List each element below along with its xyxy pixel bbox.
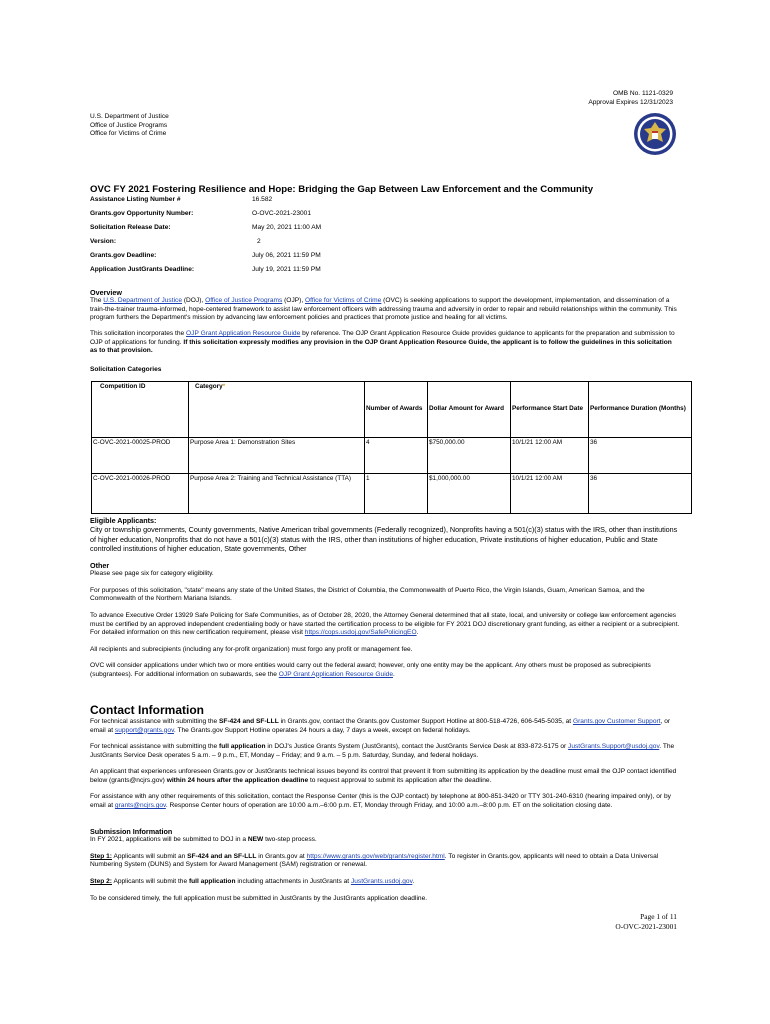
text: , or email at (90, 718, 671, 734)
table-row (92, 474, 692, 514)
text: For technical assistance with submitting the (90, 743, 220, 751)
table-cell: C-OVC-2021-00025-PROD (92, 438, 189, 474)
contact-heading: Contact Information (90, 703, 204, 717)
field-label: Solicitation Release Date: (90, 224, 171, 231)
contact-paragraph (90, 718, 680, 735)
text: . (412, 878, 415, 886)
submission-paragraph: To be considered timely, the full application must be submitted in JustGrants by the JustGrants application deadline. (90, 894, 428, 902)
submission-step (90, 878, 680, 887)
other-paragraph (90, 662, 680, 679)
text: SF-424 and SF-LLL (219, 718, 279, 725)
categories-table (91, 381, 692, 514)
table-row (92, 438, 692, 474)
table-cell: 4 (365, 438, 428, 474)
other-paragraph: For purposes of this solicitation, "state" means any state of the United States, the District of Columbia, the Commonwealth of Puerto Rico, the Virgin Islands, Guam, American Samoa, and the Commonwealth of the Northern Mariana Islands. (90, 586, 645, 603)
contact-paragraph (90, 793, 680, 810)
submission-heading: Submission Information (90, 827, 173, 836)
table-header-row (92, 382, 692, 438)
text: The (90, 297, 104, 305)
text: to request approval to submit its application after the deadline. (308, 776, 492, 784)
justgrants-link[interactable]: JustGrants.usdoj.gov (350, 878, 413, 886)
text: For technical assistance with submitting the (90, 718, 220, 725)
justgrants-support-link[interactable]: JustGrants.Support@usdoj.gov (568, 743, 660, 751)
step-label: Step 2: (90, 878, 112, 886)
text: . (393, 670, 395, 678)
overview-paragraph (90, 297, 680, 323)
text: An applicant that experiences unforeseen Grants.gov or JustGrants technical issues beyond its control that prevent it from submitting its application by the deadline must email the OJP contact identified below (grants@ncjrs.gov) (90, 768, 677, 784)
solicitation-title: OVC FY 2021 Fostering Resilience and Hope: Bridging the Gap Between Law Enforcement and the Community (90, 184, 594, 195)
field-value: 2 (257, 238, 261, 245)
page-footer (580, 912, 677, 933)
resource-guide-link[interactable]: OJP Grant Application Resource Guide (278, 670, 393, 678)
submission-step (90, 853, 680, 870)
ovc-link[interactable]: Office for Victims of Crime (305, 297, 382, 305)
text: NEW (247, 836, 264, 844)
agency-block (90, 113, 169, 139)
text: (DOJ), (182, 297, 206, 305)
field-label: Version: (90, 238, 117, 245)
agency-line: Office of Justice Programs (90, 121, 168, 129)
grants-support-link[interactable]: Grants.gov Customer Support (572, 718, 661, 725)
agency-line: Office for Victims of Crime (90, 130, 167, 138)
other-paragraph: Please see page six for category eligibility. (90, 570, 214, 578)
field-value: O-OVC-2021-23001 (252, 210, 312, 217)
text: full application (188, 878, 236, 886)
ncjrs-email-link[interactable]: grants@ncjrs.gov (114, 801, 166, 809)
ojp-link[interactable]: Office of Justice Programs (205, 297, 283, 305)
column-header: Performance Start Date (511, 382, 589, 438)
agency-line: U.S. Department of Justice (90, 113, 169, 120)
table-cell: 10/1/21 12:00 AM (511, 438, 589, 474)
table-cell: C-OVC-2021-00026-PROD (92, 474, 189, 514)
eligible-text: City or township governments, County governments, Native American tribal governments (Federally recognized), Nonprofits having a 501(c)(3) status with the IRS, other than institutions of higher education, Nonprofits that do not have a 501(c)(3) status with the IRS, other than institutions of higher education, Private institutions of higher education, Public and State controlled institutions of higher education, State governments, Other (90, 525, 678, 554)
page-number: Page 1 of 11 (640, 912, 677, 921)
categories-heading: Solicitation Categories (90, 366, 162, 373)
column-header-text: Category (195, 383, 223, 390)
text: within 24 hours after the application deadline (166, 776, 309, 784)
overview-paragraph (90, 330, 680, 356)
table-cell: 1 (365, 474, 428, 514)
text: in DOJ's Justice Grants System (JustGrants), contact the JustGrants Service Desk at 833-872-5175 or (265, 743, 569, 751)
other-paragraph: All recipients and subrecipients (including any for-profit organization) must forgo any profit or management fee. (90, 645, 413, 653)
text: For assistance with any other requirements of this solicitation, contact the Response Center (this is the OJP contact) by telephone at 800-851-3420 or TTY 301-240-6310 (hearing impaired only), or by email at (90, 793, 671, 809)
field-label: Grants.gov Deadline: (90, 252, 157, 259)
overview-section (90, 288, 680, 356)
table-cell: Purpose Area 2: Training and Technical Assistance (TTA) (189, 474, 365, 514)
omb-block (540, 90, 673, 107)
table-cell: 10/1/21 12:00 AM (511, 474, 589, 514)
approval-expires: Approval Expires 12/31/2023 (588, 98, 673, 106)
text: Applicants will submit the (111, 878, 189, 886)
field-value: 16.582 (252, 196, 273, 203)
eligible-section (90, 516, 680, 553)
text: (OVC) is seeking applications to support the development, implementation, and dissemination of a train-the-trainer trauma-informed, hope-centered framework to assist law enforcement officers with addressing trauma and adversity in order to repair and rebuild relationships within the community. This program furthers the Department's mission by advancing law enforcement policies and practices that promote justice and healing for all victims. (90, 297, 677, 322)
grants-register-link[interactable]: https://www.grants.gov/web/grants/register.html (306, 852, 445, 860)
other-paragraph (90, 612, 680, 638)
text: full application (219, 743, 266, 751)
eligible-heading: Eligible Applicants: (90, 516, 157, 525)
text: If this solicitation expressly modifies any provision in the OJP Grant Application Resource Guide, the applicant is to follow the guidelines in this solicitation as to that provision. (90, 338, 672, 355)
text: . (416, 629, 419, 637)
table-cell: 36 (589, 438, 692, 474)
text: including attachments in JustGrants at (235, 878, 351, 886)
column-header: Performance Duration (Months) (589, 382, 692, 438)
contact-section (90, 718, 680, 811)
text: by reference. The OJP Grant Application Resource Guide provides guidance to applicants for the preparation and submission to OJP of applications for funding. (90, 330, 675, 346)
text: . The Grants.gov Support Hotline operates 24 hours a day, 7 days a week, except on federal holidays. (173, 726, 471, 734)
text: . To register in Grants.gov, applicants will need to obtain a Data Universal Numbering System (DUNS) and System for Award Management (SAM) registration or renewal. (90, 852, 659, 869)
other-section (90, 561, 680, 679)
contact-paragraph (90, 743, 680, 760)
column-header (189, 382, 365, 438)
text: In FY 2021, applications will be submitted to DOJ in a (90, 836, 248, 844)
submission-paragraph (90, 836, 680, 845)
text: This solicitation incorporates the (90, 330, 187, 338)
submission-section (90, 827, 680, 903)
required-asterisk: * (222, 383, 226, 390)
overview-heading: Overview (90, 288, 122, 297)
column-header: Number of Awards (365, 382, 428, 438)
text: To advance Executive Order 13929 Safe Policing for Safe Communities, as of October 28, 2020, the Attorney General determined that all state, local, and university or college law enforcement agencies must be certified by an approved independent credentialing body or have started the certification process to be eligible for FY 2021 DOJ discretionary grant funding, as either a recipient or a subrecipient. For detailed information on this new certification requirement, please visit (90, 612, 680, 637)
table-cell: $750,000.00 (428, 438, 511, 474)
doj-link[interactable]: U.S. Department of Justice (103, 297, 182, 305)
text: . The JustGrants Service Desk operates 5 a.m. – 9 p.m., ET, Monday – Friday; and 9 a.m. – 5 p.m. Saturday, Sunday, and federal holidays. (90, 743, 675, 759)
omb-number: OMB No. 1121-0329 (613, 90, 673, 97)
field-label: Application JustGrants Deadline: (90, 266, 195, 273)
text: . Response Center hours of operation are 10:00 a.m.–6:00 p.m. ET, Monday through Friday, and 10:00 a.m.–8:00 p.m. ET on the solicitation closing date. (165, 801, 613, 809)
field-value: May 20, 2021 11:00 AM (252, 224, 322, 231)
text: Applicants will submit an (111, 852, 188, 860)
step-label: Step 1: (90, 852, 112, 860)
table-cell: 36 (589, 474, 692, 514)
safe-policing-link[interactable]: https://cops.usdoj.gov/SafePolicingEO (304, 629, 417, 637)
text: in Grants.gov at (256, 852, 307, 860)
contact-paragraph (90, 768, 680, 785)
resource-guide-link[interactable]: OJP Grant Application Resource Guide (186, 330, 301, 338)
field-value: July 19, 2021 11:59 PM (252, 266, 321, 273)
text: OVC will consider applications under which two or more entities would carry out the federal award; however, only one entity may be the applicant. Any others must be proposed as subrecipients (subgrantees). For additional information on subawards, see the (90, 662, 651, 678)
text: SF-424 and an SF-LLL (187, 852, 257, 860)
footer-id: O-OVC-2021-23001 (615, 922, 677, 932)
doj-seal-icon (633, 112, 677, 156)
text: in Grants.gov, contact the Grants.gov Customer Support Hotline at 800-518-4726, 606-545-5035, at (278, 718, 573, 725)
field-label: Assistance Listing Number # (90, 196, 181, 203)
table-cell: Purpose Area 1: Demonstration Sites (189, 438, 365, 474)
field-label: Grants.gov Opportunity Number: (90, 210, 194, 217)
text: two-step process. (263, 836, 317, 844)
column-header: Competition ID (92, 382, 189, 438)
support-email-link[interactable]: support@grants.gov (114, 726, 174, 734)
field-value: July 06, 2021 11:59 PM (252, 252, 321, 259)
text: (OJP), (282, 297, 305, 305)
other-heading: Other (90, 561, 110, 570)
column-header: Dollar Amount for Award (428, 382, 511, 438)
table-cell: $1,000,000.00 (428, 474, 511, 514)
